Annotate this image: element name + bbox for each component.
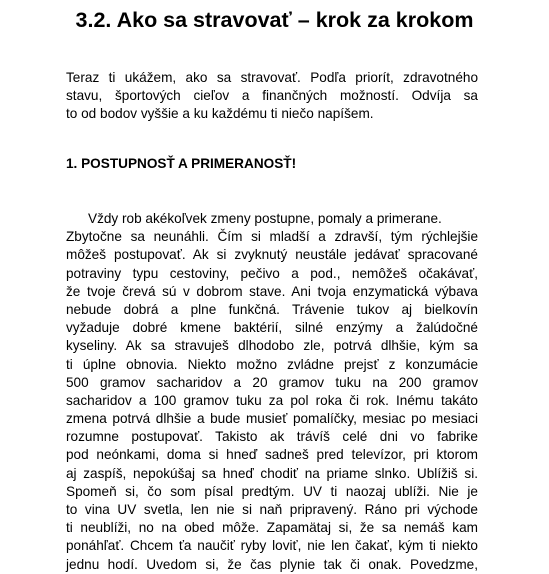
intro-line: to od bodov vyššie a ku každému ti niečo napíšem.: [66, 106, 374, 122]
body-line: ti neublíži, no na obed môže. Zapamätaj si, že sa nemáš kam: [66, 520, 478, 536]
body-line: pod neónkami, doma si hneď sadneš pred televízor, pri ktorom: [66, 447, 478, 463]
body-line: Spomeň si, čo som písal predtým. UV ti naozaj ublíži. Nie je: [66, 483, 478, 499]
body-line: jednu hodí. Uvedom si, že čas plynie tak či onak. Povedzme,: [66, 556, 478, 572]
body-line: vyžaduje dobré kmene baktérií, silné enzýmy a žalúdočné: [66, 320, 478, 336]
intro-line: stavu, športových cieľov a finančných možností. Odvíja sa: [66, 88, 478, 104]
page-title: 3.2. Ako sa stravovať – krok za krokom: [75, 8, 474, 32]
body-paragraph: [66, 210, 478, 574]
section-heading: 1. POSTUPNOSŤ A PRIMERANOSŤ!: [66, 156, 297, 171]
body-line: môžeš postupovať. Ak si zvyknutý neustále jedávať spracované: [66, 247, 478, 263]
body-line: rozumne postupovať. Takisto ak trávíš celé dni vo fabrike: [66, 429, 478, 445]
body-line: Zbytočne sa neunáhli. Čím si mladší a zdravší, tým rýchlejšie: [66, 229, 478, 245]
intro-paragraph: [66, 69, 478, 124]
body-line: že tvoje črevá sú v dobrom stave. Ani tvoja enzymatická výbava: [66, 283, 478, 299]
body-line: ti úplne obnovia. Niekto možno zvládne prejsť z konzumácie: [66, 356, 478, 372]
body-line: 500 gramov sacharidov a 20 gramov tuku na 200 gramov: [66, 374, 478, 390]
body-line: zmena potrvá dlhšie a bude musieť pomalíčky, mesiac po mesiaci: [66, 411, 478, 427]
body-line: aj zaspíš, nepokúšaj sa hneď chodiť na priame slnko. Ublížiš si.: [66, 465, 478, 481]
intro-line: Teraz ti ukážem, ako sa stravovať. Podľa priorít, zdravotného: [66, 70, 478, 85]
body-line: ponáhľať. Chcem ťa naučiť ryby loviť, nie len čakať, kým ti niekto: [66, 538, 478, 554]
body-line: nebude dobrá a plne funkčná. Trávenie tukov aj bielkovín: [66, 301, 478, 317]
body-line: potraviny typu cestoviny, pečivo a pod., nemôžeš očakávať,: [66, 265, 478, 281]
body-line: Vždy rob akékoľvek zmeny postupne, pomaly a primerane.: [88, 211, 442, 226]
body-line: sacharidov a 100 gramov tuku za pol roka či rok. Inému takáto: [66, 392, 478, 408]
body-line: to vina UV svetla, len nie si naň pripravený. Ráno pri východe: [66, 502, 478, 517]
body-line: kyseliny. Ak sa stravuješ dlhodobo zle, potrvá dlhšie, kým sa: [66, 338, 478, 354]
